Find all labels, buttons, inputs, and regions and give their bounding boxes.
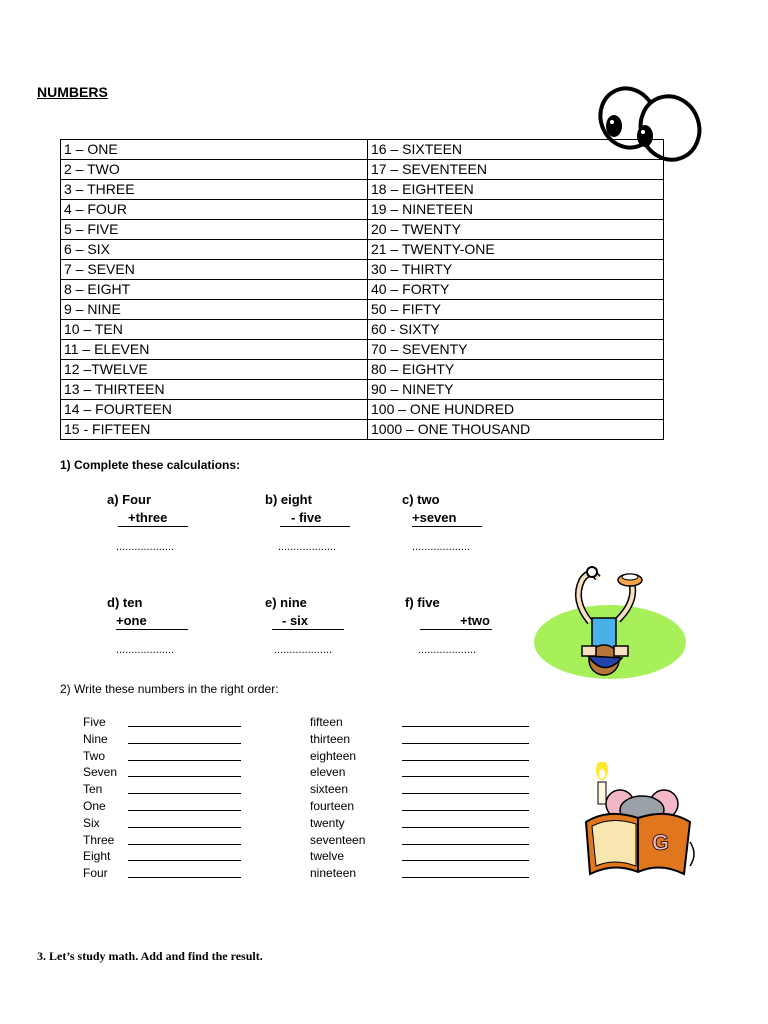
word-list-2 [310, 714, 365, 882]
number-cell: 11 – ELEVEN [61, 340, 368, 360]
table-row [61, 200, 664, 220]
number-cell: 8 – EIGHT [61, 280, 368, 300]
answer-blank[interactable] [402, 815, 529, 828]
number-cell: 1 – ONE [61, 140, 368, 160]
table-row [61, 380, 664, 400]
answer-blank[interactable] [402, 764, 529, 777]
list-item: Six [83, 815, 100, 830]
list-item: Nine [83, 731, 108, 746]
number-cell: 100 – ONE HUNDRED [368, 400, 664, 420]
exercise1-heading: 1) Complete these calculations: [60, 458, 241, 472]
list-item: One [83, 798, 106, 813]
blanks-2 [402, 714, 529, 882]
list-item: Seven [83, 765, 118, 780]
table-row [61, 300, 664, 320]
exercise3-heading: 3. Let’s study math. Add and find the result. [37, 949, 263, 963]
table-row [61, 420, 664, 440]
number-cell: 7 – SEVEN [61, 260, 368, 280]
calc-line2: +one [116, 613, 188, 630]
list-item: Four [83, 866, 108, 881]
answer-blank[interactable] [128, 764, 241, 777]
list-item: Two [83, 748, 106, 763]
exercise2-heading: 2) Write these numbers in the right order: [60, 682, 279, 696]
answer-dots[interactable]: ................... [116, 541, 175, 553]
number-cell: 6 – SIX [61, 240, 368, 260]
table-row [61, 240, 664, 260]
calc-line2: +two [420, 613, 492, 630]
calc-line1: c) two [402, 492, 440, 507]
answer-dots[interactable]: ................... [116, 644, 175, 656]
answer-blank[interactable] [128, 832, 241, 845]
answer-blank[interactable] [128, 714, 241, 727]
numbers-table [60, 139, 664, 440]
number-cell: 19 – NINETEEN [368, 200, 664, 220]
calc-line1: e) nine [265, 595, 307, 610]
table-row [61, 400, 664, 420]
table-row [61, 160, 664, 180]
answer-blank[interactable] [128, 731, 241, 744]
list-item: seventeen [310, 832, 366, 847]
answer-blank[interactable] [128, 815, 241, 828]
answer-blank[interactable] [128, 848, 241, 861]
number-cell: 12 –TWELVE [61, 360, 368, 380]
number-cell: 9 – NINE [61, 300, 368, 320]
answer-blank[interactable] [128, 781, 241, 794]
number-cell: 90 – NINETY [368, 380, 664, 400]
page-title: NUMBERS [37, 84, 108, 100]
calc-line1: a) Four [107, 492, 152, 507]
number-cell: 14 – FOURTEEN [61, 400, 368, 420]
table-row [61, 140, 664, 160]
answer-blank[interactable] [402, 832, 529, 845]
answer-blank[interactable] [402, 731, 529, 744]
number-cell: 60 - SIXTY [368, 320, 664, 340]
table-row [61, 340, 664, 360]
list-item: Five [83, 715, 106, 729]
answer-blank[interactable] [128, 798, 241, 811]
list-item: thirteen [310, 731, 351, 746]
list-item: Three [83, 832, 115, 847]
table-row [61, 260, 664, 280]
list-item: eighteen [310, 748, 357, 763]
number-cell: 10 – TEN [61, 320, 368, 340]
number-cell: 1000 – ONE THOUSAND [368, 420, 664, 440]
answer-blank[interactable] [402, 848, 529, 861]
number-cell: 20 – TWENTY [368, 220, 664, 240]
number-cell: 50 – FIFTY [368, 300, 664, 320]
number-cell: 18 – EIGHTEEN [368, 180, 664, 200]
list-item: Ten [83, 782, 103, 797]
blanks-1 [128, 714, 241, 882]
answer-blank[interactable] [402, 781, 529, 794]
answer-dots[interactable]: ................... [274, 644, 333, 656]
answer-dots[interactable]: ................... [412, 541, 471, 553]
table-row [61, 360, 664, 380]
number-cell: 4 – FOUR [61, 200, 368, 220]
answer-blank[interactable] [128, 865, 241, 878]
list-item: twenty [310, 815, 345, 830]
answer-blank[interactable] [402, 748, 529, 761]
calc-line2: - five [280, 510, 350, 527]
number-cell: 70 – SEVENTY [368, 340, 664, 360]
list-item: fifteen [310, 715, 343, 729]
table-row [61, 180, 664, 200]
book-letter: G [652, 830, 670, 855]
number-cell: 15 - FIFTEEN [61, 420, 368, 440]
calc-line2: - six [272, 613, 344, 630]
word-list-1 [83, 714, 117, 882]
number-cell: 16 – SIXTEEN [368, 140, 664, 160]
list-item: eleven [310, 765, 346, 780]
number-cell: 21 – TWENTY-ONE [368, 240, 664, 260]
calc-line2: +seven [412, 510, 482, 527]
answer-dots[interactable]: ................... [278, 541, 337, 553]
number-cell: 3 – THREE [61, 180, 368, 200]
number-cell: 13 – THIRTEEN [61, 380, 368, 400]
table-row [61, 320, 664, 340]
calc-line1: d) ten [107, 595, 143, 610]
number-cell: 80 – EIGHTY [368, 360, 664, 380]
list-item: sixteen [310, 782, 349, 797]
answer-blank[interactable] [402, 865, 529, 878]
table-row [61, 220, 664, 240]
number-cell: 5 – FIVE [61, 220, 368, 240]
handstand-boy-icon [532, 560, 688, 680]
number-cell: 17 – SEVENTEEN [368, 160, 664, 180]
calc-line2: +three [118, 510, 188, 527]
calc-line1: f) five [405, 595, 440, 610]
number-cell: 40 – FORTY [368, 280, 664, 300]
number-cell: 2 – TWO [61, 160, 368, 180]
list-item: nineteen [310, 866, 357, 881]
table-row [61, 280, 664, 300]
answer-blank[interactable] [402, 798, 529, 811]
answer-blank[interactable] [402, 714, 529, 727]
list-item: Eight [83, 849, 111, 864]
answer-dots[interactable]: ................... [418, 644, 477, 656]
calc-line1: b) eight [265, 492, 312, 507]
number-cell: 30 – THIRTY [368, 260, 664, 280]
answer-blank[interactable] [128, 748, 241, 761]
mouse-reading-book-icon [578, 762, 698, 878]
list-item: fourteen [310, 798, 355, 813]
list-item: twelve [310, 849, 345, 864]
